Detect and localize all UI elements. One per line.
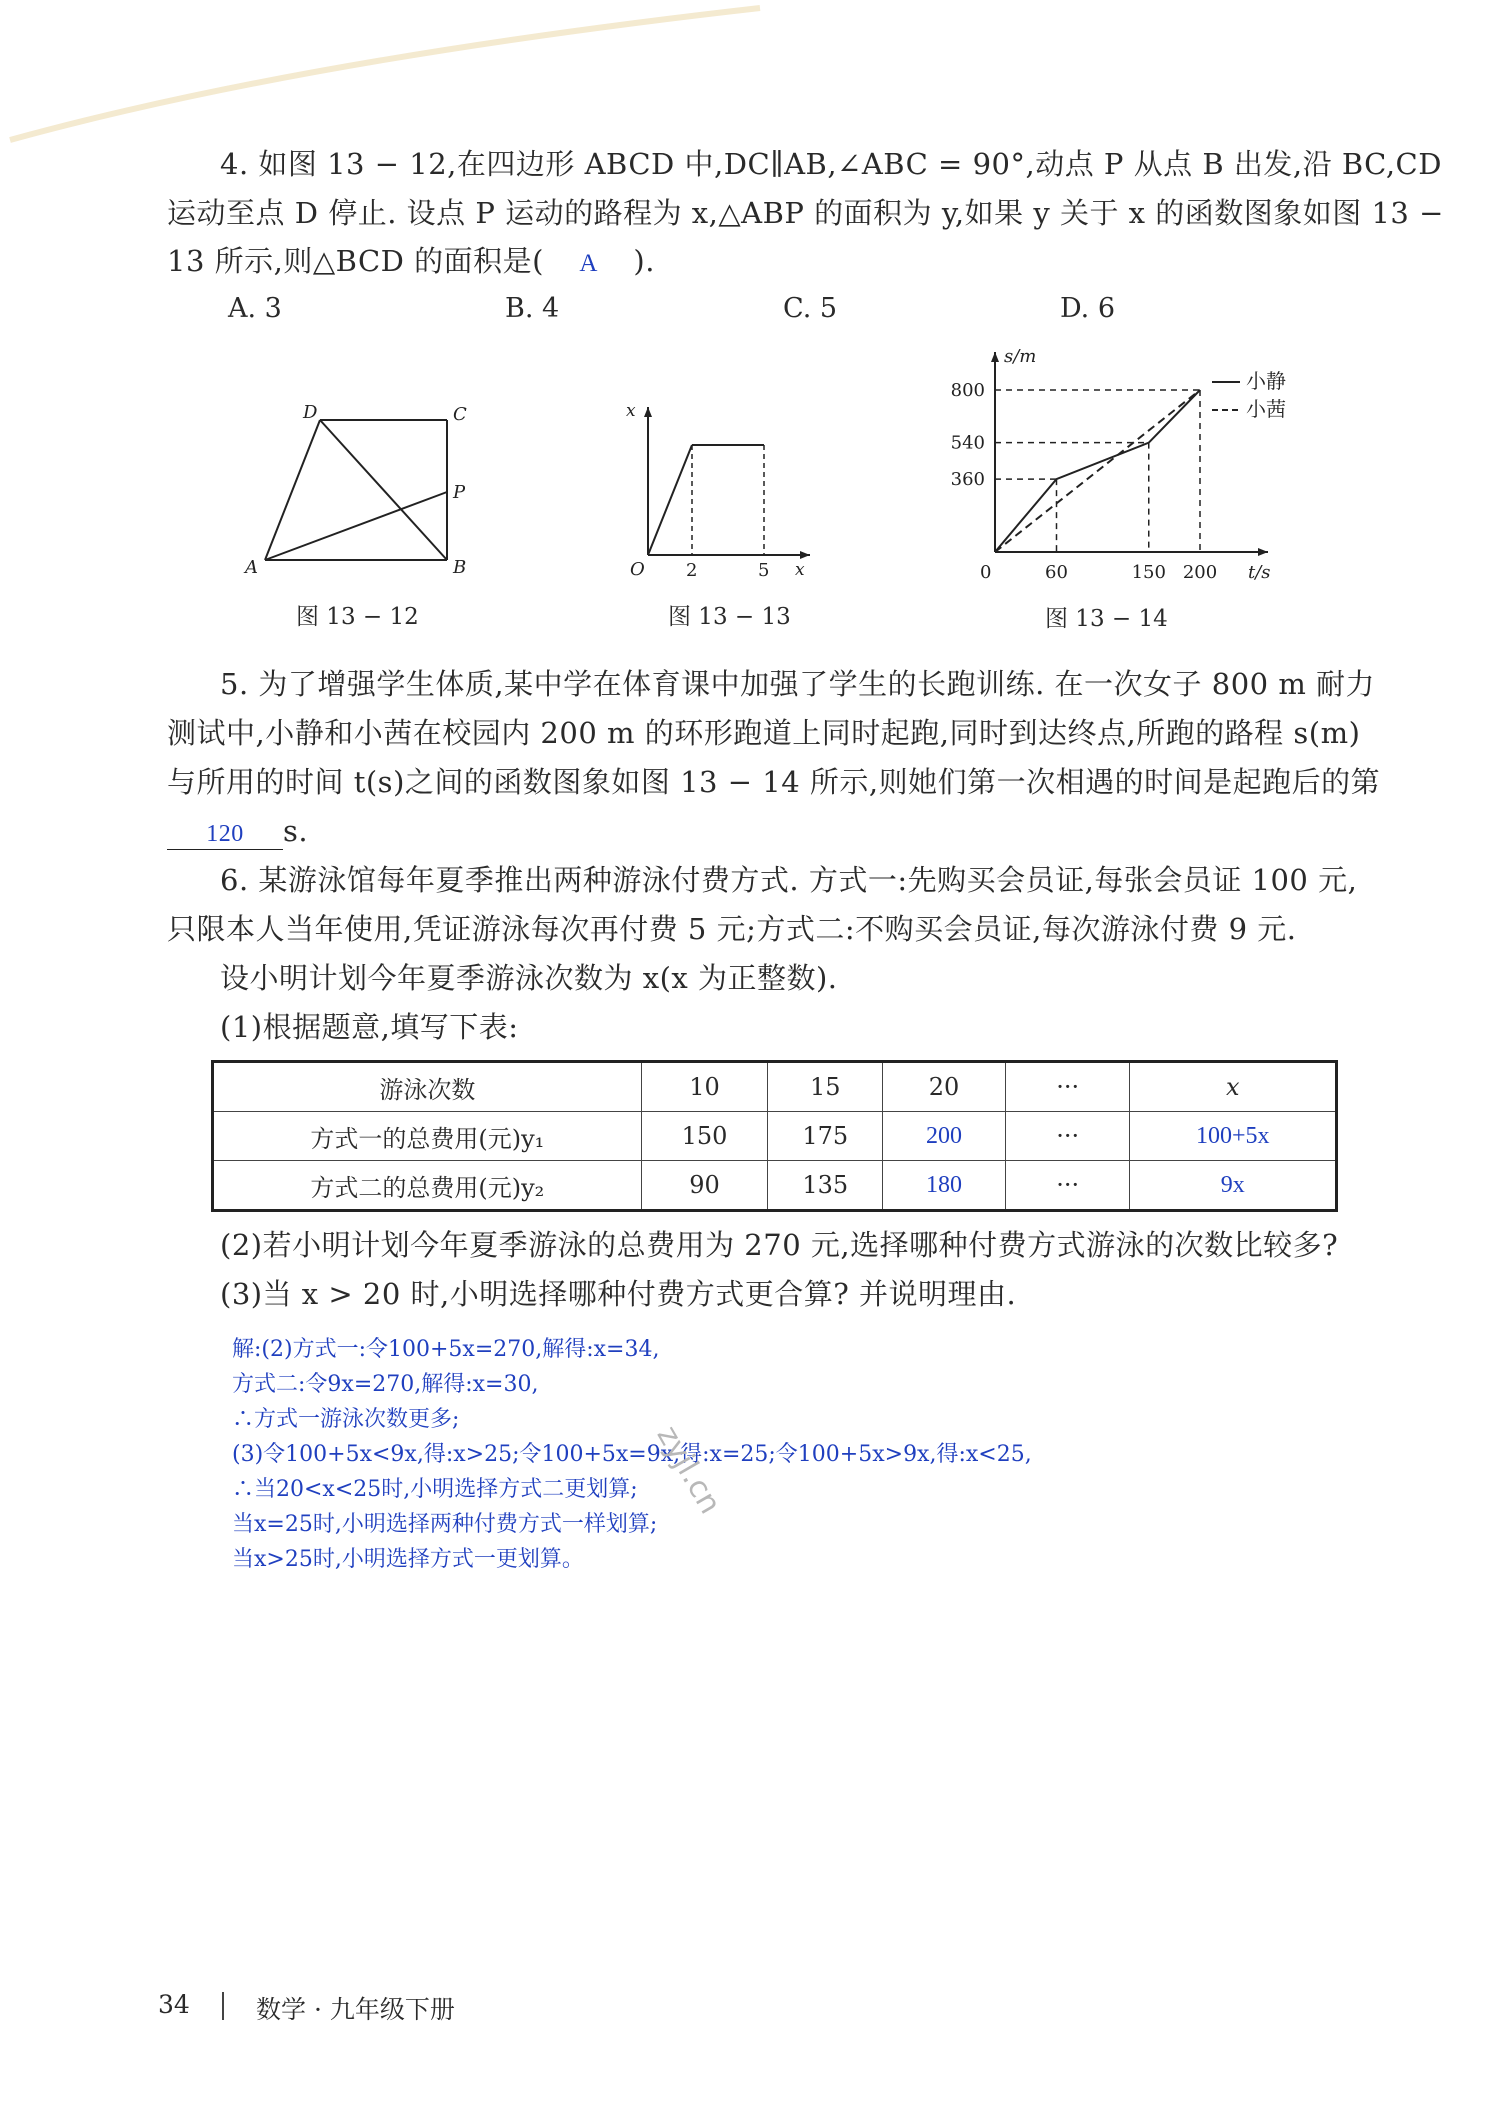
- q6-line1: 6. 某游泳馆每年夏季推出两种游泳付费方式. 方式一:先购买会员证,每张会员证 100 元,: [220, 863, 1358, 897]
- fig14-ytick-label: 800: [950, 380, 985, 401]
- q5-line3: 与所用的时间 t(s)之间的函数图象如图 13 − 14 所示,则她们第一次相遇的时间是起跑后的第: [167, 765, 1381, 799]
- table-cell-answer: 200: [883, 1112, 1006, 1161]
- fig13-tick-2: 2: [686, 560, 698, 581]
- q6-line2: 只限本人当年使用,凭证游泳每次再付费 5 元;方式二:不购买会员证,每次游泳付费 9 元.: [167, 912, 1297, 946]
- fig14-origin: 0: [980, 562, 992, 583]
- q4-option-d: D. 6: [1060, 293, 1116, 324]
- fig13-tick-5: 5: [758, 560, 770, 581]
- figure-13-12-caption: 图 13 − 12: [296, 604, 419, 630]
- watermark: zyjl.cn: [649, 1420, 728, 1520]
- solution-line-5: ∴当20<x<25时,小明选择方式二更划算;: [232, 1477, 638, 1502]
- table-row: [213, 1161, 1337, 1211]
- table-row: [213, 1112, 1337, 1161]
- figure-13-12: [235, 395, 475, 595]
- figure-13-13-caption: 图 13 − 13: [668, 604, 791, 630]
- fig14-y-label: s/m: [1004, 346, 1037, 367]
- q4-line2: 运动至点 D 停止. 设点 P 运动的路程为 x,△ABP 的面积为 y,如果 y 关于 x 的函数图象如图 13 −: [167, 196, 1444, 230]
- table-cell: 150: [641, 1112, 768, 1161]
- table-cell-answer: 180: [883, 1161, 1006, 1211]
- solution-line-7: 当x>25时,小明选择方式一更划算。: [232, 1547, 584, 1572]
- fig14-legend: [1212, 369, 1286, 421]
- fig14-ytick-label: 540: [950, 432, 985, 454]
- fig14-x-label: t/s: [1248, 562, 1271, 583]
- q4-line3-pre: 13 所示,则△BCD 的面积是(: [167, 244, 544, 278]
- table-cell-answer: 9x: [1130, 1161, 1337, 1211]
- fig14-xtick-label: 200: [1182, 562, 1218, 583]
- footer-divider: [222, 1992, 224, 2020]
- table-cell: 20: [883, 1062, 1006, 1112]
- table-cell: x: [1130, 1062, 1337, 1112]
- label-p: P: [453, 482, 466, 503]
- q4-line3-post: ).: [633, 244, 655, 278]
- solution-line-3: ∴方式一游泳次数更多;: [232, 1407, 460, 1432]
- table-cell: 175: [768, 1112, 883, 1161]
- q4-option-b: B. 4: [505, 293, 560, 324]
- fig14-xtick-label: 150: [1131, 562, 1166, 583]
- series-xiaoqian-line: [995, 390, 1200, 552]
- table-cell: ···: [1005, 1161, 1130, 1211]
- q6-part2: (2)若小明计划今年夏季游泳的总费用为 270 元,选择哪种付费方式游泳的次数比较多?: [220, 1228, 1339, 1262]
- q5-line4: [167, 811, 308, 851]
- q4-line1: 4. 如图 13 − 12,在四边形 ABCD 中,DC∥AB,∠ABC = 90°,动点 P 从点 B 出发,沿 BC,CD: [220, 147, 1442, 181]
- table-cell: 方式二的总费用(元)y₂: [213, 1161, 642, 1211]
- table-cell: 90: [641, 1161, 768, 1211]
- label-d: D: [303, 402, 318, 423]
- table-cell: 10: [641, 1062, 768, 1112]
- label-a: A: [245, 557, 258, 578]
- fig13-origin: O: [630, 559, 645, 580]
- legend-xiaojing: 小静: [1246, 369, 1286, 393]
- label-c: C: [453, 404, 467, 425]
- table-row: [213, 1062, 1337, 1112]
- q4-answer: A: [579, 250, 598, 277]
- fig14-xtick-label: 60: [1045, 562, 1068, 583]
- figure-13-13: [600, 395, 830, 595]
- q4-option-a: A. 3: [228, 293, 282, 324]
- book-title: 数学 · 九年级下册: [256, 1995, 455, 2024]
- q5-unit: s.: [283, 814, 309, 848]
- fig13-y-label: x: [626, 401, 636, 421]
- table-cell: ···: [1005, 1062, 1130, 1112]
- fig14-ytick-label: 360: [950, 469, 985, 491]
- table-cell: ···: [1005, 1112, 1130, 1161]
- solution-line-2: 方式二:令9x=270,解得:x=30,: [232, 1372, 539, 1397]
- fig13-x-label: x: [795, 560, 805, 580]
- solution-line-1: 解:(2)方式一:令100+5x=270,解得:x=34,: [232, 1337, 660, 1362]
- q5-line1: 5. 为了增强学生体质,某中学在体育课中加强了学生的长跑训练. 在一次女子 800 m 耐力: [220, 667, 1376, 701]
- q5-answer-blank: 120: [167, 819, 283, 850]
- legend-xiaoqian: 小茜: [1246, 397, 1286, 421]
- q6-line3: 设小明计划今年夏季游泳次数为 x(x 为正整数).: [220, 961, 838, 995]
- q6-part3: (3)当 x > 20 时,小明选择哪种付费方式更合算? 并说明理由.: [220, 1277, 1017, 1311]
- table-cell: 135: [768, 1161, 883, 1211]
- q4-line3: [167, 241, 655, 284]
- q4-option-c: C. 5: [783, 293, 838, 324]
- fee-table: [211, 1060, 1338, 1212]
- table-cell-answer: 100+5x: [1130, 1112, 1337, 1161]
- table-cell: 方式一的总费用(元)y₁: [213, 1112, 642, 1161]
- table-cell: 15: [768, 1062, 883, 1112]
- solution-line-6: 当x=25时,小明选择两种付费方式一样划算;: [232, 1512, 658, 1537]
- figure-13-14-chart: [950, 340, 1290, 590]
- solution-line-4: (3)令100+5x<9x,得:x>25;令100+5x=9x,得:x=25;令100+5x>9x,得:x<25,: [232, 1442, 1032, 1467]
- page-number: 34: [158, 1990, 190, 2019]
- q6-part1: (1)根据题意,填写下表:: [220, 1010, 519, 1044]
- figure-13-14-caption: 图 13 − 14: [1045, 606, 1168, 632]
- q5-line2: 测试中,小静和小茜在校园内 200 m 的环形跑道上同时起跑,同时到达终点,所跑的路程 s(m): [167, 716, 1361, 750]
- decorative-stroke: [0, 0, 780, 150]
- table-cell: 游泳次数: [213, 1062, 642, 1112]
- label-b: B: [453, 557, 467, 578]
